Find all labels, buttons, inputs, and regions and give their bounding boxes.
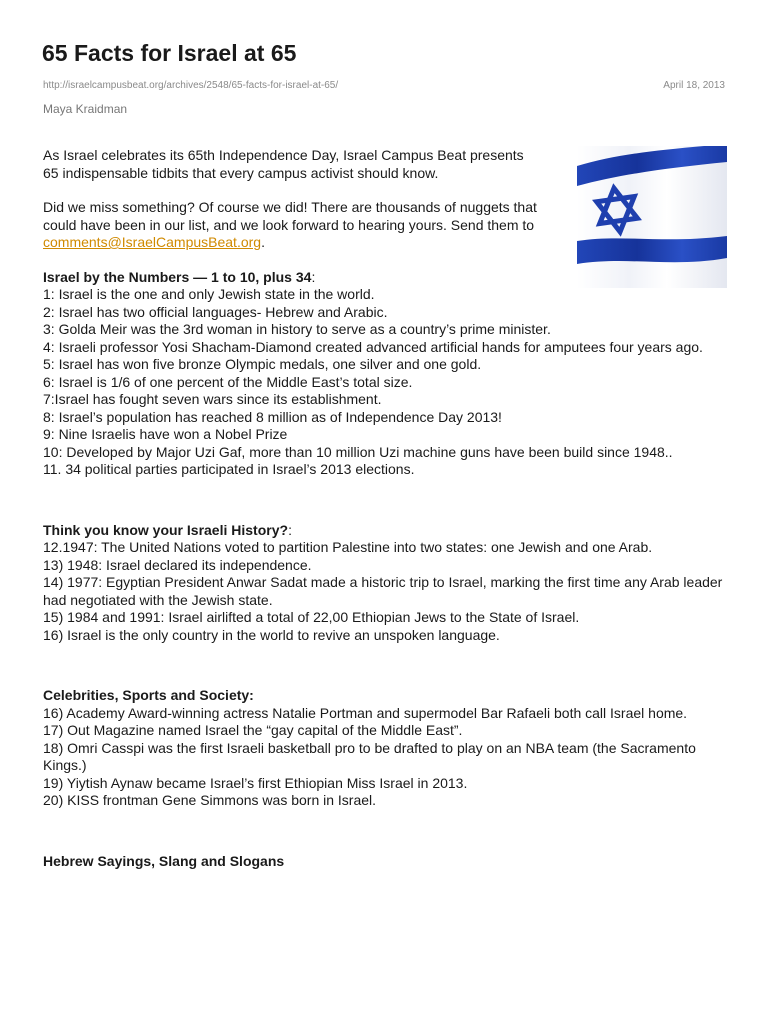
section-history <box>43 522 728 645</box>
source-url[interactable]: http://israelcampusbeat.org/archives/2548/65-facts-for-israel-at-65/ <box>43 80 339 91</box>
publish-date: April 18, 2013 <box>663 80 725 91</box>
section-heading: Israel by the Numbers — 1 to 10, plus 34: <box>43 268 316 285</box>
list-item: 10: Developed by Major Uzi Gaf, more than 10 million Uzi machine guns have been build since 1948.. <box>43 443 673 460</box>
list-item: 8: Israel’s population has reached 8 million as of Independence Day 2013! <box>43 408 502 425</box>
author-name: Maya Kraidman <box>43 102 128 116</box>
list-item: 13) 1948: Israel declared its independence. <box>43 556 312 573</box>
list-item: 19) Yiytish Aynaw became Israel’s first Ethiopian Miss Israel in 2013. <box>43 774 468 791</box>
section-heading: Think you know your Israeli History?: <box>43 521 292 538</box>
section-heading: Hebrew Sayings, Slang and Slogans <box>43 852 285 869</box>
feedback-end: . <box>261 234 265 250</box>
section-celebrities <box>43 687 728 810</box>
list-item: 11. 34 political parties participated in Israel’s 2013 elections. <box>43 461 415 477</box>
feedback-text: Did we miss something? Of course we did! There are thousands of nuggets that could have been in our list, and we look forward to hearing yours. Send them to <box>43 199 537 233</box>
list-item: 12.1947: The United Nations voted to partition Palestine into two states: one Jewish and one Arab. <box>43 539 653 555</box>
section-numbers <box>43 269 728 479</box>
list-item: 4: Israeli professor Yosi Shacham-Diamond created advanced artificial hands for amputees four years ago. <box>43 338 703 355</box>
list-item: 16) Israel is the only country in the world to revive an unspoken language. <box>43 626 500 643</box>
article-title: 65 Facts for Israel at 65 <box>42 40 297 66</box>
list-item: 7:Israel has fought seven wars since its establishment. <box>43 391 382 407</box>
intro-block <box>43 147 543 252</box>
list-item: 15) 1984 and 1991: Israel airlifted a total of 22,00 Ethiopian Jews to the State of Israel. <box>43 609 580 625</box>
section-hebrew-sayings <box>43 853 728 871</box>
list-item: 18) Omri Casspi was the first Israeli basketball pro to be drafted to play on an NBA team (the Sacramento Kings.) <box>43 739 696 773</box>
article-body <box>43 147 728 870</box>
list-item: 20) KISS frontman Gene Simmons was born in Israel. <box>43 792 377 808</box>
list-item: 17) Out Magazine named Israel the “gay capital of the Middle East”. <box>43 722 463 738</box>
list-item: 3: Golda Meir was the 3rd woman in history to serve as a country’s prime minister. <box>43 321 551 337</box>
list-item: 2: Israel has two official languages- Hebrew and Arabic. <box>43 303 388 320</box>
email-link[interactable]: comments@IsraelCampusBeat.org <box>43 234 262 250</box>
list-item: 16) Academy Award-winning actress Natalie Portman and supermodel Bar Rafaeli both call Israel home. <box>43 704 688 721</box>
feedback-paragraph <box>43 199 543 252</box>
list-item: 6: Israel is 1/6 of one percent of the Middle East’s total size. <box>43 373 413 390</box>
list-item: 9: Nine Israelis have won a Nobel Prize <box>43 426 288 442</box>
list-item: 5: Israel has won five bronze Olympic medals, one silver and one gold. <box>43 356 482 372</box>
intro-paragraph: As Israel celebrates its 65th Independence Day, Israel Campus Beat presents 65 indispensable tidbits that every campus activist should know. <box>43 147 524 181</box>
list-item: 14) 1977: Egyptian President Anwar Sadat made a historic trip to Israel, marking the first time any Arab leader had negotiated with the Jewish state. <box>43 574 723 608</box>
section-heading: Celebrities, Sports and Society: <box>43 687 254 703</box>
list-item: 1: Israel is the one and only Jewish state in the world. <box>43 286 375 302</box>
